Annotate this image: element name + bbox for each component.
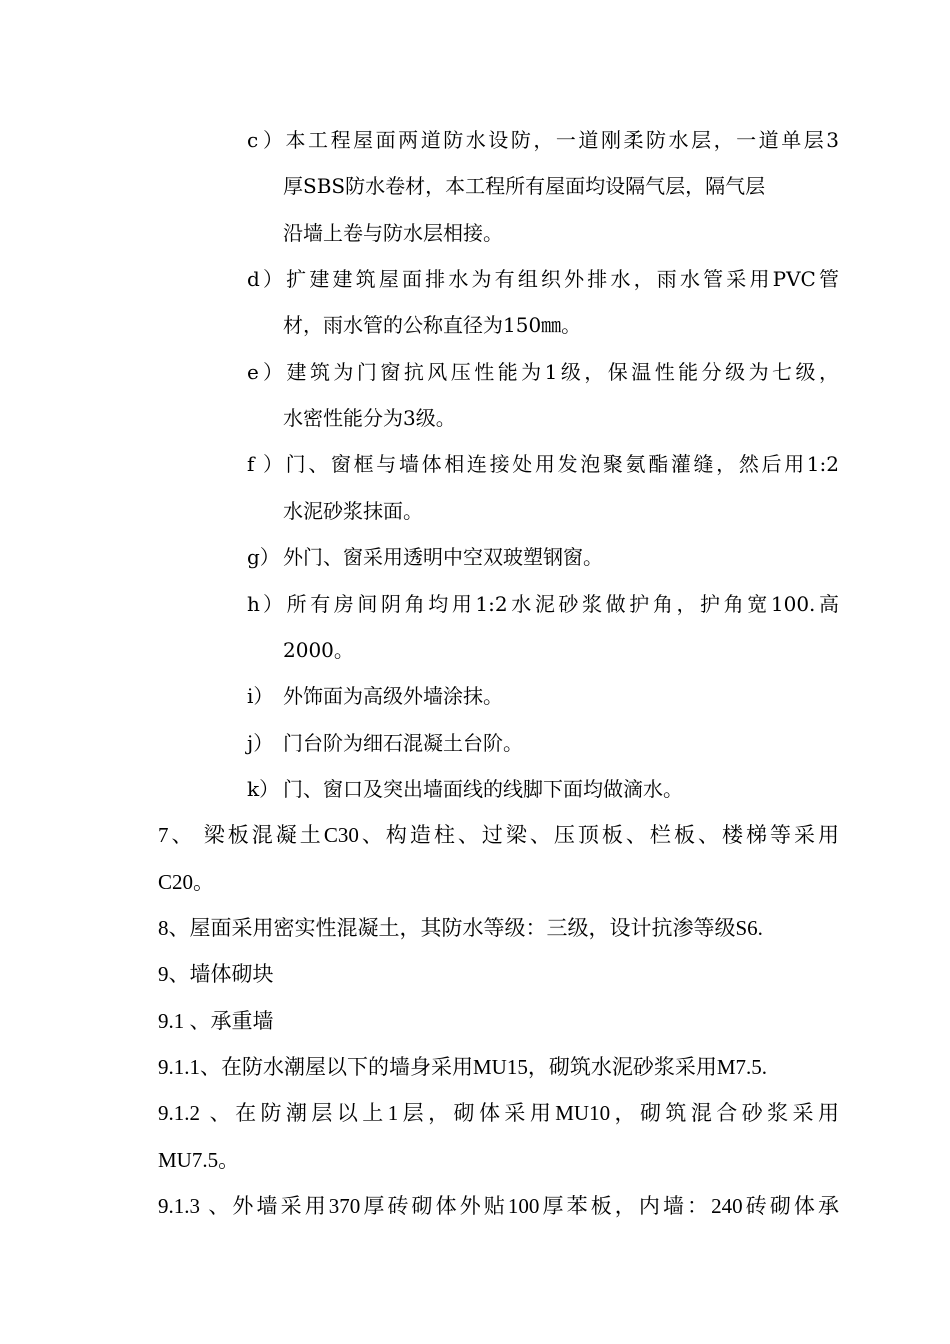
list-item-c-line-2: 厚SBS防水卷材，本工程所有屋面均设隔气层，隔气层: [283, 174, 766, 198]
list-item-d-line-2: 材，雨水管的公称直径为150㎜。: [283, 313, 582, 337]
heading-9: 9、墙体砌块: [158, 962, 274, 986]
list-item-h-line-2: 2000。: [283, 638, 354, 662]
list-item-f-line-2: 水泥砂浆抹面。: [283, 499, 423, 523]
list-item-c-line-3: 沿墙上卷与防水层相接。: [283, 221, 503, 245]
list-item-d-line-1: d）扩建建筑屋面排水为有组织外排水，雨水管采用PVC管: [247, 267, 839, 291]
paragraph-9-1-3-line-1: 9.1.3 、外墙采用370厚砖砌体外贴100厚苯板，内墙：240砖砌体承: [158, 1194, 839, 1218]
list-item-c-line-1: c）本工程屋面两道防水设防，一道刚柔防水层，一道单层3: [247, 128, 839, 152]
list-item-g: g） 外门、窗采用透明中空双玻塑钢窗。: [247, 545, 603, 569]
list-item-h-line-1: h）所有房间阴角均用1:2水泥砂浆做护角，护角宽100.高: [247, 592, 839, 616]
list-item-j: j） 门台阶为细石混凝土台阶。: [247, 731, 523, 755]
list-item-label: j）: [247, 731, 274, 755]
list-item-k: k） 门、窗口及突出墙面线的线脚下面均做滴水。: [247, 777, 683, 801]
list-item-label: f）: [247, 452, 283, 476]
list-item-f-line-1: f）门、窗框与墙体相连接处用发泡聚氨酯灌缝，然后用1:2: [247, 452, 839, 476]
list-item-label: d）: [247, 267, 283, 291]
list-item-i: i） 外饰面为高级外墙涂抹。: [247, 684, 503, 708]
list-item-e-line-2: 水密性能分为3级。: [283, 406, 456, 430]
heading-9-1: 9.1 、承重墙: [158, 1009, 274, 1033]
list-item-label: i）: [247, 684, 274, 708]
list-item-label: g）: [247, 545, 280, 569]
paragraph-8: 8、屋面采用密实性混凝土，其防水等级：三级，设计抗渗等级S6.: [158, 916, 763, 940]
paragraph-7-line-1: 7、 梁板混凝土C30、构造柱、过梁、压顶板、栏板、楼梯等采用: [158, 823, 839, 847]
paragraph-7-line-2: C20。: [158, 870, 215, 894]
list-item-e-line-1: e）建筑为门窗抗风压性能为1级，保温性能分级为七级，: [247, 360, 839, 384]
list-item-label: c）: [247, 128, 283, 152]
list-item-label: h）: [247, 592, 283, 616]
paragraph-9-1-2-line-2: MU7.5。: [158, 1148, 240, 1172]
list-item-label: k）: [247, 777, 280, 801]
list-item-label: e）: [247, 360, 283, 384]
paragraph-9-1-1: 9.1.1、在防水潮屋以下的墙身采用MU15，砌筑水泥砂浆采用M7.5.: [158, 1055, 768, 1079]
paragraph-9-1-2-line-1: 9.1.2 、在防潮层以上1层，砌体采用MU10，砌筑混合砂浆采用: [158, 1101, 839, 1125]
